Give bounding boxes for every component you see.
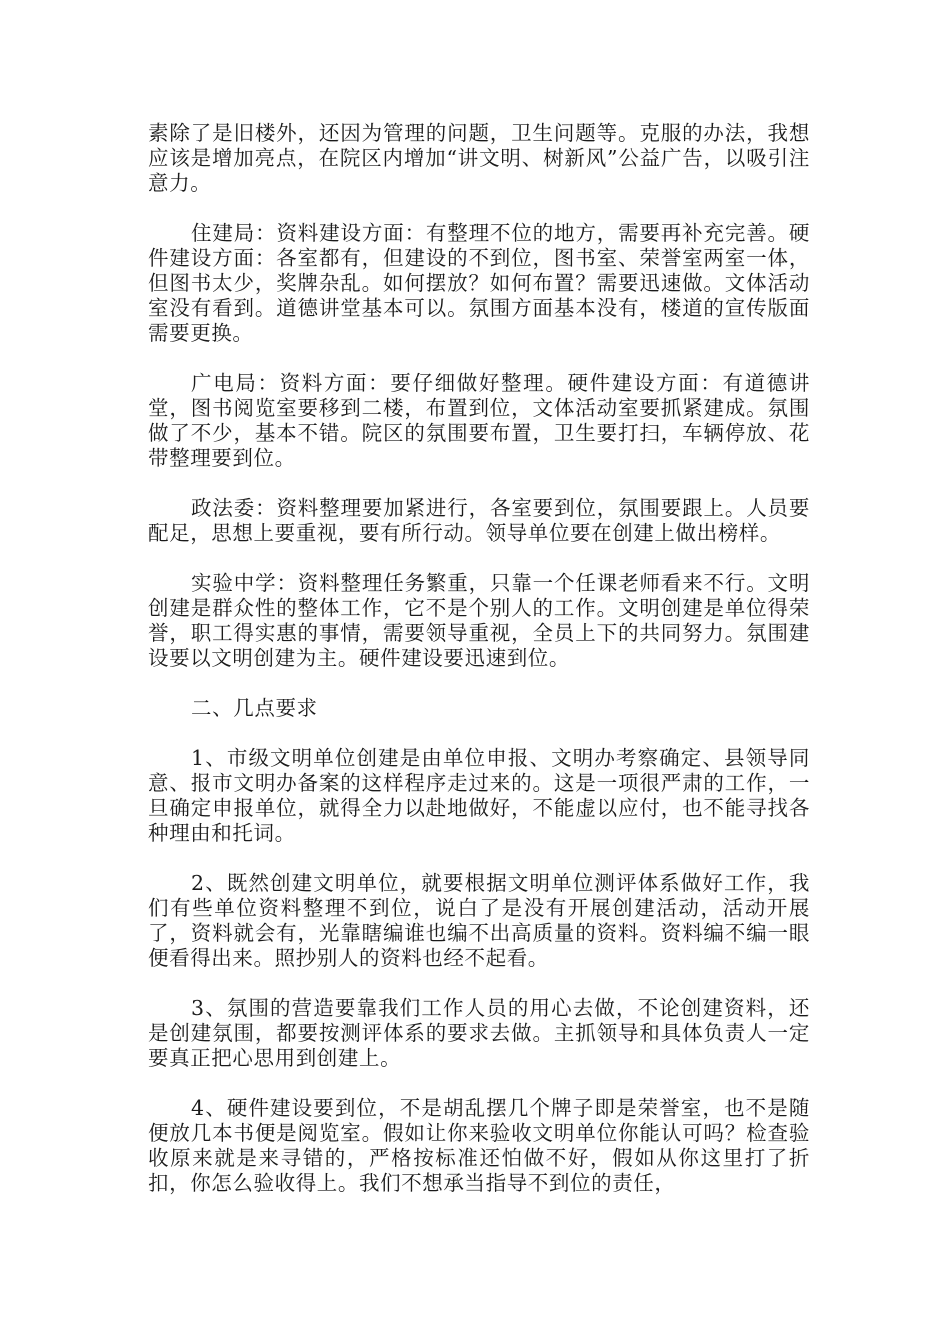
paragraph-political-legal-committee: 政法委：资料整理要加紧进行，各室要到位，氛围要跟上。人员要配足，思想上要重视，要有所行动。领导单位要在创建上做出榜样。 [148,496,810,545]
paragraph-experimental-school: 实验中学：资料整理任务繁重，只靠一个任课老师看来不行。文明创建是群众性的整体工作，它不是个别人的工作。文明创建是单位得荣誉，职工得实惠的事情，需要领导重视，全员上下的共同努力。氛围建设要以文明创建为主。硬件建设要迅速到位。 [148,571,810,670]
document-page [148,121,810,1221]
requirement-item-2: 2、既然创建文明单位，就要根据文明单位测评体系做好工作，我们有些单位资料整理不到位，说白了是没有开展创建活动，活动开展了，资料就会有，光靠瞎编谁也编不出高质量的资料。资料编不编一眼便看得出来。照抄别人的资料也经不起看。 [148,871,810,970]
paragraph-broadcast-bureau: 广电局：资料方面：要仔细做好整理。硬件建设方面：有道德讲堂，图书阅览室要移到二楼，布置到位，文体活动室要抓紧建成。氛围做了不少，基本不错。院区的氛围要布置，卫生要打扫，车辆停放、花带整理要到位。 [148,371,810,470]
requirement-item-4: 4、硬件建设要到位，不是胡乱摆几个牌子即是荣誉室，也不是随便放几本书便是阅览室。假如让你来验收文明单位你能认可吗？检查验收原来就是来寻错的，严格按标准还怕做不好，假如从你这里打了折扣，你怎么验收得上。我们不想承当指导不到位的责任， [148,1096,810,1195]
requirement-item-1: 1、市级文明单位创建是由单位申报、文明办考察确定、县领导同意、报市文明办备案的这样程序走过来的。这是一项很严肃的工作，一旦确定申报单位，就得全力以赴地做好，不能虚以应付，也不能寻找各种理由和托词。 [148,746,810,845]
paragraph-continuation: 素除了是旧楼外，还因为管理的问题，卫生问题等。克服的办法，我想应该是增加亮点，在院区内增加“讲文明、树新风”公益广告，以吸引注意力。 [148,121,810,195]
section-heading-requirements: 二、几点要求 [191,696,318,720]
requirement-item-3: 3、氛围的营造要靠我们工作人员的用心去做，不论创建资料，还是创建氛围，都要按测评体系的要求去做。主抓领导和具体负责人一定要真正把心思用到创建上。 [148,996,810,1070]
paragraph-housing-bureau: 住建局：资料建设方面：有整理不位的地方，需要再补充完善。硬件建设方面：各室都有，但建设的不到位，图书室、荣誉室两室一体，但图书太少，奖牌杂乱。如何摆放？如何布置？需要迅速做。文体活动室没有看到。道德讲堂基本可以。氛围方面基本没有，楼道的宣传版面需要更换。 [148,221,810,345]
